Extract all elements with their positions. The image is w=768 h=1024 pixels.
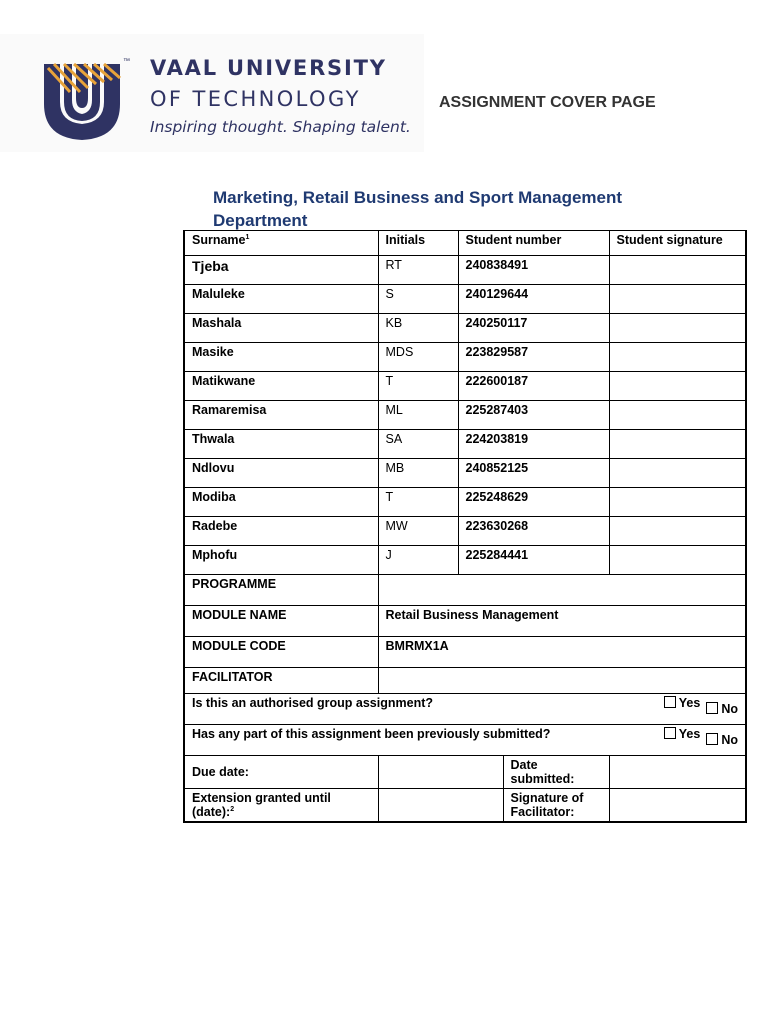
table-header-row — [184, 231, 746, 256]
yes-no-choice — [658, 727, 738, 747]
facilitator-field[interactable] — [378, 668, 746, 694]
student-surname: Tjeba — [184, 256, 378, 285]
student-initials: MDS — [378, 343, 458, 372]
facilitator-row — [184, 668, 746, 694]
question-text: Is this an authorised group assignment? — [192, 696, 434, 710]
student-number: 240129644 — [458, 285, 609, 314]
module-name-label: MODULE NAME — [184, 606, 378, 637]
facilitator-label: FACILITATOR — [184, 668, 378, 694]
student-surname: Radebe — [184, 517, 378, 546]
extension-row — [184, 789, 746, 823]
yes-no-choice — [658, 696, 738, 716]
student-number: 225284441 — [458, 546, 609, 575]
student-initials: T — [378, 488, 458, 517]
student-number: 222600187 — [458, 372, 609, 401]
student-surname: Matikwane — [184, 372, 378, 401]
due-date-field[interactable] — [378, 756, 503, 789]
no-checkbox[interactable] — [706, 702, 718, 714]
no-checkbox[interactable] — [706, 733, 718, 745]
student-initials: MB — [378, 459, 458, 488]
due-date-row — [184, 756, 746, 789]
student-row — [184, 314, 746, 343]
student-signature-field[interactable] — [609, 372, 746, 401]
student-surname: Ramaremisa — [184, 401, 378, 430]
student-row — [184, 430, 746, 459]
student-signature-field[interactable] — [609, 314, 746, 343]
due-date-label: Due date: — [184, 756, 378, 789]
question-row — [184, 725, 746, 756]
student-signature-field[interactable] — [609, 343, 746, 372]
student-signature-field[interactable] — [609, 517, 746, 546]
extension-field[interactable] — [378, 789, 503, 823]
student-surname: Modiba — [184, 488, 378, 517]
student-surname: Masike — [184, 343, 378, 372]
student-number: 225287403 — [458, 401, 609, 430]
student-row — [184, 546, 746, 575]
student-number: 240852125 — [458, 459, 609, 488]
student-number: 225248629 — [458, 488, 609, 517]
programme-row — [184, 575, 746, 606]
vut-shield-logo-icon — [40, 58, 124, 142]
module-code-label: MODULE CODE — [184, 637, 378, 668]
programme-field[interactable] — [378, 575, 746, 606]
student-row — [184, 285, 746, 314]
trademark-symbol: ™ — [123, 58, 130, 65]
yes-checkbox[interactable] — [664, 696, 676, 708]
student-number: 240250117 — [458, 314, 609, 343]
facilitator-signature-field[interactable] — [609, 789, 746, 823]
student-signature-field[interactable] — [609, 546, 746, 575]
student-number: 240838491 — [458, 256, 609, 285]
student-row — [184, 488, 746, 517]
student-initials: RT — [378, 256, 458, 285]
student-number: 223630268 — [458, 517, 609, 546]
department-heading: Marketing, Retail Business and Sport Management Department — [213, 188, 623, 230]
student-signature-field[interactable] — [609, 430, 746, 459]
no-option[interactable]: No — [706, 702, 738, 716]
date-submitted-field[interactable] — [609, 756, 746, 789]
student-number: 223829587 — [458, 343, 609, 372]
student-signature-header: Student signature — [609, 231, 746, 256]
student-signature-field[interactable] — [609, 459, 746, 488]
date-submitted-label: Date submitted: — [503, 756, 609, 789]
student-surname: Mphofu — [184, 546, 378, 575]
student-row — [184, 401, 746, 430]
student-signature-field[interactable] — [609, 256, 746, 285]
extension-label: Extension granted until (date):$^2$ — [184, 789, 378, 823]
student-number-header: Student number — [458, 231, 609, 256]
student-initials: SA — [378, 430, 458, 459]
student-initials: KB — [378, 314, 458, 343]
student-row — [184, 256, 746, 285]
student-initials: J — [378, 546, 458, 575]
student-surname: Maluleke — [184, 285, 378, 314]
student-row — [184, 459, 746, 488]
surname-header: Surname$^1$ — [184, 231, 378, 256]
student-initials: S — [378, 285, 458, 314]
facilitator-signature-label: Signature of Facilitator: — [503, 789, 609, 823]
university-name-line1: VAAL UNIVERSITY — [150, 56, 387, 80]
module-name-row — [184, 606, 746, 637]
student-initials: MW — [378, 517, 458, 546]
initials-header: Initials — [378, 231, 458, 256]
student-surname: Mashala — [184, 314, 378, 343]
yes-checkbox[interactable] — [664, 727, 676, 739]
module-code-row — [184, 637, 746, 668]
student-surname: Ndlovu — [184, 459, 378, 488]
module-code-field[interactable]: BMRMX1A — [378, 637, 746, 668]
student-initials: ML — [378, 401, 458, 430]
student-signature-field[interactable] — [609, 285, 746, 314]
student-signature-field[interactable] — [609, 401, 746, 430]
yes-option[interactable]: Yes — [664, 696, 701, 710]
question-text: Has any part of this assignment been previously submitted? — [192, 727, 551, 741]
question-row — [184, 694, 746, 725]
student-row — [184, 343, 746, 372]
yes-option[interactable]: Yes — [664, 727, 701, 741]
university-tagline: Inspiring thought. Shaping talent. — [150, 118, 411, 136]
programme-label: PROGRAMME — [184, 575, 378, 606]
student-number: 224203819 — [458, 430, 609, 459]
page-title: ASSIGNMENT COVER PAGE — [439, 94, 656, 111]
student-row — [184, 517, 746, 546]
student-surname: Thwala — [184, 430, 378, 459]
module-name-field[interactable]: Retail Business Management — [378, 606, 746, 637]
student-initials: T — [378, 372, 458, 401]
student-row — [184, 372, 746, 401]
student-signature-field[interactable] — [609, 488, 746, 517]
university-name-line2: OF TECHNOLOGY — [150, 87, 361, 111]
cover-page-table — [183, 230, 747, 823]
no-option[interactable]: No — [706, 733, 738, 747]
